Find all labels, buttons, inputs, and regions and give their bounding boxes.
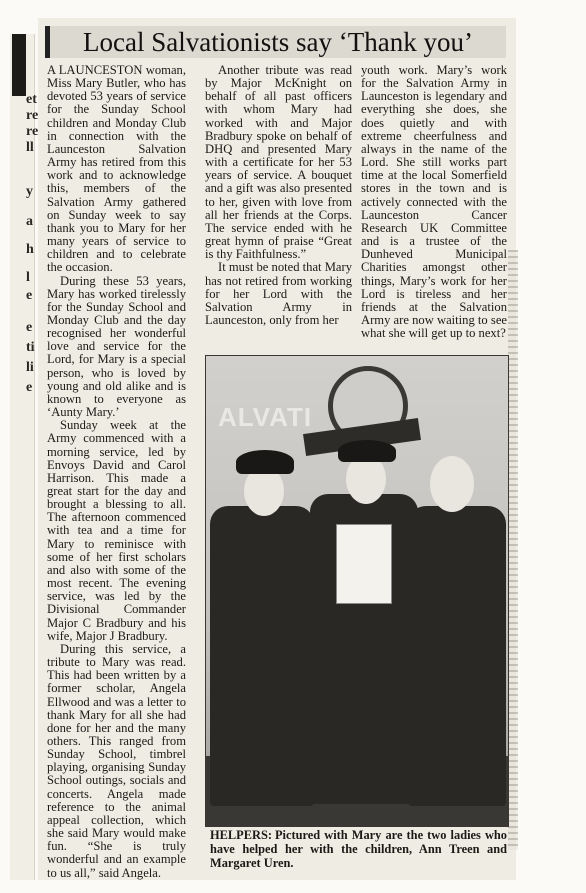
certificate	[336, 524, 392, 604]
backdrop-lettering: ALVATI	[218, 402, 313, 432]
paragraph: During this service, a tribute to Mary was read. This had been written by a former scholar, Angela Ellwood and was a letter to thank Mary for all she had done for her and the many others. This ranged from Sunday School, timbrel playing, organising Sunday School outings, socials and concerts. Angela made reference to the animal appeal collection, which she said Mary would make fun. “She is truly wonderful and an example to us all,” said Angela.	[47, 641, 186, 880]
fragment: a	[26, 214, 33, 229]
fragment: e	[26, 320, 33, 335]
paragraph: Another tribute was read by Major McKnight on behalf of all past officers with whom Mary had worked with and Major Bradbury spoke on behalf of DHQ and presented Mary with a certificate for her 53 years of service. A bouquet and a gift was also presented to her, given with love from all her friends at the Corps. The service ended with he great hymn of praise “Great is thy Faithfulness.”	[205, 63, 352, 262]
fragment: re	[26, 108, 39, 123]
bonnet-icon	[338, 440, 396, 462]
paragraph: youth work. Mary’s work for the Salvation Army in Launceston is legendary and everything she does, she does quietly and with extreme cheerfulness and always in the name of the Lord. She still works part time at the local Somerfield stores in the town and is actively connected with the Launceston Cancer Research UK Committee and is a trustee of the Dunheved Municipal Charities amongst other things, Mary’s work for her Lord is tireless and her friends at the Salvation Army are now waiting to see what she will get up to next?	[361, 63, 507, 341]
photo-caption	[210, 828, 507, 870]
caption-text: Pictured with Mary are the two ladies who have helped her with the children, Ann Treen and Margaret Uren.	[210, 828, 507, 870]
fragment: h	[26, 242, 34, 257]
person-left	[210, 506, 314, 806]
fragment: e	[26, 380, 33, 395]
article-column-3	[361, 64, 507, 340]
fragment: l	[26, 270, 30, 285]
fragment: li	[26, 360, 34, 375]
torn-edge	[508, 250, 518, 850]
column-rule	[12, 34, 26, 96]
caption-label: HELPERS:	[210, 828, 272, 842]
fragment: e	[26, 288, 33, 303]
fragment: re	[26, 124, 39, 139]
group-photo	[205, 355, 509, 827]
paragraph: During these 53 years, Mary has worked tirelessly for the Sunday School and Monday Club and the day recognised her wonderful love and service for the Lord, for Mary is a special person, who is loved by young and old alike and is known to everyone as ‘Aunty Mary.’	[47, 273, 186, 420]
article-column-2	[205, 64, 352, 327]
article-column-1	[47, 64, 186, 880]
fragment: y	[26, 184, 33, 199]
bonnet-icon	[236, 450, 294, 474]
fragment: et	[26, 92, 37, 107]
paragraph: It must be noted that Mary has not retired from working for her Lord with the Salvation Army in Launceston, only from her	[205, 260, 352, 327]
paragraph: Sunday week at the Army commenced with a morning service, led by Envoys David and Carol Harrison. This made a great start for the day and brought a blessing to all. The afternoon commenced with tea and a time for Mary to reminisce with some of her first scholars and also with some of the most recent. The evening service, was led by the Divisional Commander Major C Bradbury and his wife, Major J Bradbury.	[47, 418, 186, 643]
fragment: ti	[26, 340, 35, 355]
fragment: ll	[26, 140, 34, 155]
person-right	[408, 506, 506, 806]
person-right-face	[430, 456, 474, 512]
article-headline: Local Salvationists say ‘Thank you’	[45, 26, 506, 58]
paragraph: A LAUNCESTON woman, Miss Mary Butler, who has devoted 53 years of service for the Sunday School children and Monday Club in connection with the Launceston Salvation Army has retired from this work and to acknowledge this, members of the Salvation Army gathered on Sunday week to say thank you to Mary for her many years of service to children and to celebrate the occasion.	[47, 63, 186, 275]
previous-article-strip	[10, 34, 39, 880]
